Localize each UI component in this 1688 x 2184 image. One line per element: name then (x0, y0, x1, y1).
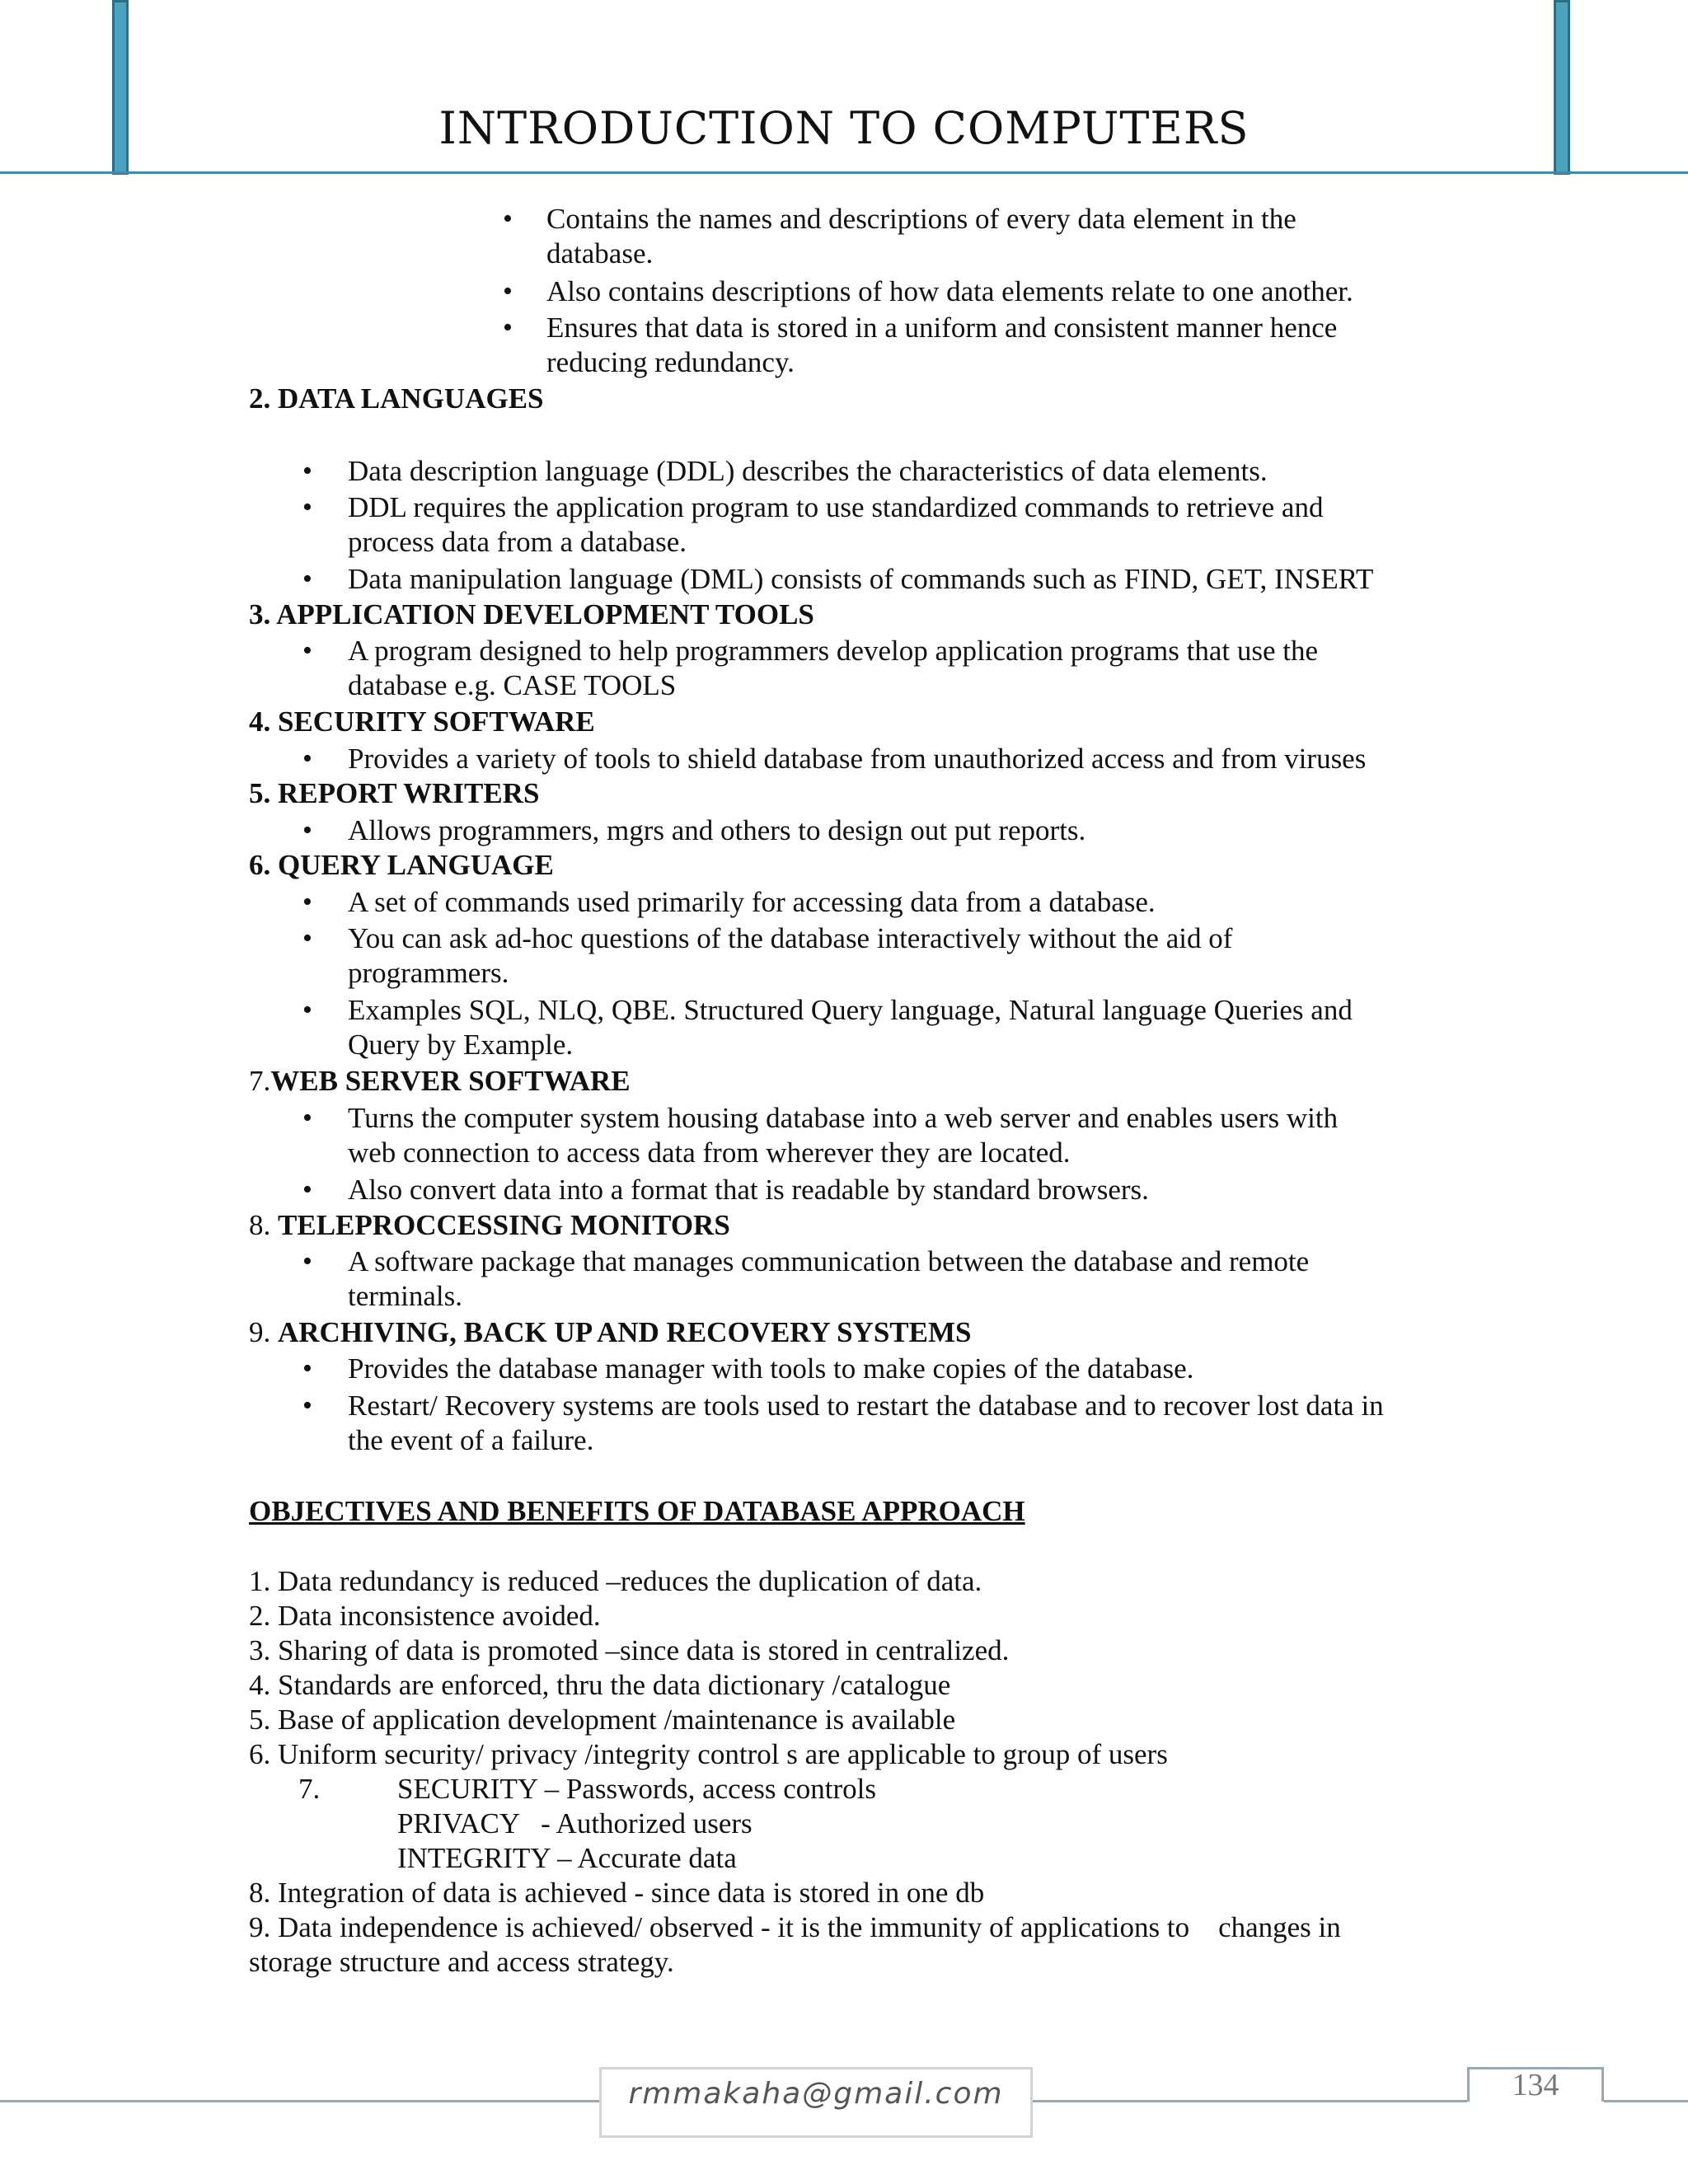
bullet-icon: • (503, 204, 513, 234)
section-heading-query-language: 6. QUERY LANGUAGE (249, 849, 554, 881)
section-heading-data-languages: 2. DATA LANGUAGES (249, 382, 544, 415)
section-bullet-line: Examples SQL, NLQ, QBE. Structured Query language, Natural language Queries and (348, 994, 1353, 1026)
footer-email: rmmakaha@gmail.com (628, 2077, 1004, 2111)
section-bullet-line: Turns the computer system housing database into a web server and enables users with (348, 1102, 1339, 1134)
objective-subitem: INTEGRITY – Accurate data (397, 1842, 737, 1874)
dictionary-bullet-line: database. (546, 237, 654, 269)
bullet-icon: • (302, 1174, 312, 1205)
page-title: INTRODUCTION TO COMPUTERS (438, 102, 1250, 154)
section-bullet-line: Also convert data into a format that is readable by standard browsers. (348, 1174, 1149, 1206)
dictionary-bullet-line: Ensures that data is stored in a uniform and consistent manner hence (546, 312, 1338, 344)
dictionary-bullet-line: reducing redundancy. (546, 346, 795, 378)
section-bullet-line: terminals. (348, 1280, 462, 1312)
section-bullet-line: A program designed to help programmers develop application programs that use the (348, 635, 1319, 667)
section-heading-web-server-software (249, 1064, 631, 1099)
bullet-icon: • (302, 1103, 312, 1133)
section-bullet-line: the event of a failure. (348, 1424, 594, 1456)
bullet-icon: • (302, 995, 312, 1025)
section-heading-report-writers: 5. REPORT WRITERS (249, 777, 540, 809)
section-bullet-line: programmers. (348, 957, 509, 989)
objectives-heading: OBJECTIVES AND BENEFITS OF DATABASE APPROACH (249, 1495, 1025, 1527)
section-bullet-line: You can ask ad-hoc questions of the database interactively without the aid of (348, 922, 1233, 954)
bullet-icon: • (503, 312, 513, 343)
section-bullet-line: process data from a database. (348, 526, 687, 558)
objective-item: 5. Base of application development /maintenance is available (249, 1704, 956, 1736)
section-bullet-line: Restart/ Recovery systems are tools used to restart the database and to recover lost data in (348, 1390, 1384, 1422)
bullet-icon: • (302, 743, 312, 774)
section-bullet-line: Query by Example. (348, 1029, 574, 1061)
dictionary-bullet-line: Also contains descriptions of how data elements relate to one another. (546, 275, 1353, 307)
objective-item: 9. Data independence is achieved/ observed - it is the immunity of applications to changes in (249, 1911, 1341, 1943)
section-heading-security-software: 4. SECURITY SOFTWARE (249, 705, 595, 738)
bullet-icon: • (302, 1246, 312, 1277)
bullet-icon: • (503, 276, 513, 307)
section-bullet-line: Data manipulation language (DML) consists of commands such as FIND, GET, INSERT (348, 563, 1374, 595)
section-number: 7. (249, 1065, 271, 1097)
objective-item: 3. Sharing of data is promoted –since data is stored in centralized. (249, 1634, 1010, 1666)
bullet-icon: • (302, 564, 312, 594)
section-heading-archiving-systems (249, 1315, 971, 1350)
section-bullet-line: DDL requires the application program to use standardized commands to retrieve and (348, 491, 1324, 523)
bullet-icon: • (302, 492, 312, 523)
footer-rule-middle (1033, 2100, 1467, 2102)
section-bullet-line: Provides the database manager with tools to make copies of the database. (348, 1352, 1194, 1385)
section-bullet-line: Allows programmers, mgrs and others to design out put reports. (348, 814, 1086, 846)
bullet-icon: • (302, 456, 312, 486)
objective-item: 2. Data inconsistence avoided. (249, 1600, 601, 1632)
objective-item: 1. Data redundancy is reduced –reduces the duplication of data. (249, 1565, 982, 1597)
section-heading-app-dev-tools: 3. APPLICATION DEVELOPMENT TOOLS (249, 598, 814, 630)
page-number: 134 (1512, 2068, 1559, 2102)
section-bullet-line: database e.g. CASE TOOLS (348, 669, 677, 701)
objective-item-number: 7. (298, 1773, 321, 1805)
objective-item: 6. Uniform security/ privacy /integrity control s are applicable to group of users (249, 1738, 1168, 1770)
objective-subitem: PRIVACY - Authorized users (397, 1807, 753, 1840)
section-bullet-line: A set of commands used primarily for accessing data from a database. (348, 886, 1156, 918)
bullet-icon: • (302, 1390, 312, 1421)
objective-subitem: SECURITY – Passwords, access controls (397, 1773, 877, 1805)
section-number: 8. (249, 1209, 271, 1241)
section-bullet-line: Data description language (DDL) describes the characteristics of data elements. (348, 455, 1268, 487)
objective-item: 4. Standards are enforced, thru the data dictionary /catalogue (249, 1669, 951, 1701)
section-heading-text: WEB SERVER SOFTWARE (270, 1065, 631, 1097)
dictionary-bullet-line: Contains the names and descriptions of every data element in the (546, 203, 1296, 235)
section-heading-text: ARCHIVING, BACK UP AND RECOVERY SYSTEMS (278, 1316, 972, 1348)
footer-rule-left (0, 2100, 599, 2102)
section-heading-text: TELEPROCCESSING MONITORS (278, 1209, 730, 1241)
bullet-icon: • (302, 887, 312, 917)
section-bullet-line: Provides a variety of tools to shield database from unauthorized access and from viruses (348, 743, 1367, 775)
objective-item: storage structure and access strategy. (249, 1946, 674, 1978)
section-heading-teleprocessing-monitors (249, 1208, 730, 1243)
section-bullet-line: web connection to access data from wherever they are located. (348, 1137, 1071, 1169)
section-number: 9. (249, 1316, 271, 1348)
header-rule (0, 171, 1688, 174)
bullet-icon: • (302, 1353, 312, 1384)
section-bullet-line: A software package that manages communication between the database and remote (348, 1245, 1310, 1277)
bullet-icon: • (302, 815, 312, 846)
bullet-icon: • (302, 635, 312, 666)
objective-item: 8. Integration of data is achieved - since data is stored in one db (249, 1877, 985, 1909)
bullet-icon: • (302, 923, 312, 954)
footer-rule-right (1604, 2100, 1688, 2102)
